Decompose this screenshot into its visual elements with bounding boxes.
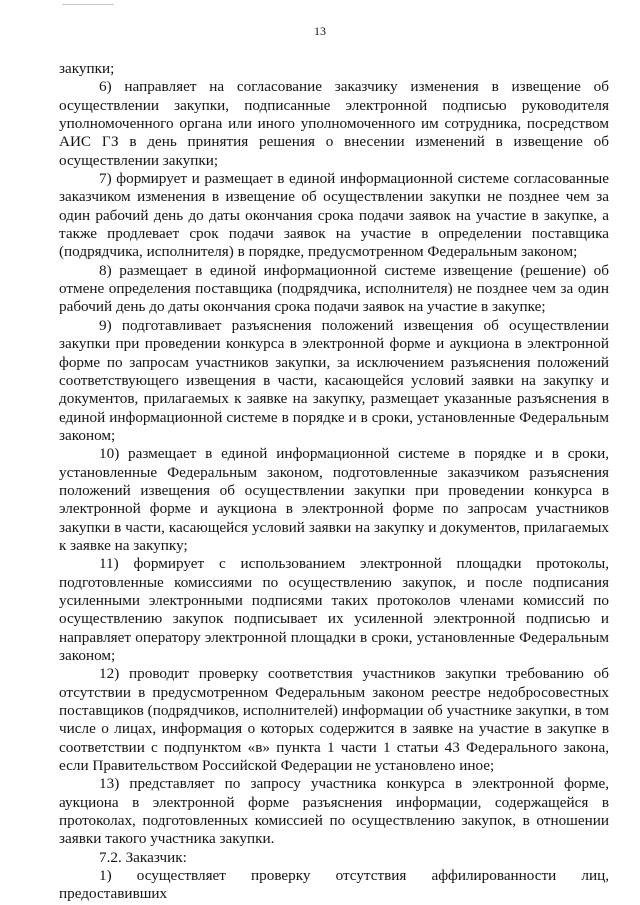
- paragraph-item-11: 11) формирует с использованием электронной площадки протоколы, подготовленные комиссиями по осуществлению закупок, и после подписания усиленными электронными подписями таких протоколов членами комиссий по осуществлению закупок подписывает их усиленной электронной подписью и направляет оператору электронной площадки в сроки, установленные Федеральным законом;: [59, 555, 609, 664]
- paragraph-item-9: 9) подготавливает разъяснения положений извещения об осуществлении закупки при проведении конкурса в электронной форме и аукциона в электронной форме по запросам участников закупки, за исключением разъяснения положений соответствующего извещения в части, касающейся условий заявки на закупку и документов, прилагаемых к заявке на закупку, размещает указанные разъяснения в единой информационной системе в порядке и в сроки, установленные Федеральным законом;: [59, 316, 609, 444]
- paragraph-item-7: 7) формирует и размещает в единой информационной системе согласованные заказчиком изменения в извещение об осуществлении закупки не позднее чем за один рабочий день до даты окончания срока подачи заявок на участие в закупке, а также продлевает срок подачи заявок на участие в определении поставщика (подрядчика, исполнителя) в порядке, предусмотренном Федеральным законом;: [59, 170, 609, 261]
- document-body: [59, 60, 609, 904]
- section-heading-7-2: 7.2. Заказчик:: [99, 848, 187, 866]
- paragraph-item-10: 10) размещает в единой информационной системе в порядке и в сроки, установленные Федеральным законом, подготовленные заказчиком разъяснения положений извещения об осуществлении закупки при проведении конкурса в электронной форме и аукциона в электронной форме по запросам участников закупки в части, касающейся условий заявки на закупку и документов, прилагаемых к заявке на закупку;: [59, 445, 609, 554]
- paragraph-item-8: 8) размещает в единой информационной системе извещение (решение) об отмене определения поставщика (подрядчика, исполнителя) не позднее чем за один рабочий день до даты окончания срока подачи заявок на участие в закупке;: [59, 261, 609, 316]
- paragraph-customer-item-1: 1) осуществляет проверку отсутствия аффилированности лиц, предоставивших: [59, 867, 609, 903]
- paragraph-continuation: закупки;: [59, 60, 115, 77]
- page-number: 13: [314, 24, 326, 38]
- paragraph-item-6: 6) направляет на согласование заказчику изменения в извещение об осуществлении закупки, подписанные электронной подписью руководителя уполномоченного органа или иного уполномоченного им сотрудника, посредством АИС ГЗ в день принятия решения о внесении изменений в извещение об осуществлении закупки;: [59, 78, 609, 169]
- top-divider: [62, 4, 114, 5]
- paragraph-item-13: 13) представляет по запросу участника конкурса в электронной форме, аукциона в электронной форме разъяснения информации, содержащейся в протоколах, подготовленных комиссией по осуществлению закупок, в отношении заявки такого участника закупки.: [59, 775, 609, 848]
- paragraph-item-12: 12) проводит проверку соответствия участников закупки требованию об отсутствии в предусмотренном Федеральным законом реестре недобросовестных поставщиков (подрядчиков, исполнителей) информации об участнике закупки, в том числе о лицах, информация о которых содержится в заявке на участие в закупке в соответствии с подпунктом «в» пункта 1 части 1 статьи 43 Федерального закона, если Правительством Российской Федерации не установлено иное;: [59, 665, 609, 775]
